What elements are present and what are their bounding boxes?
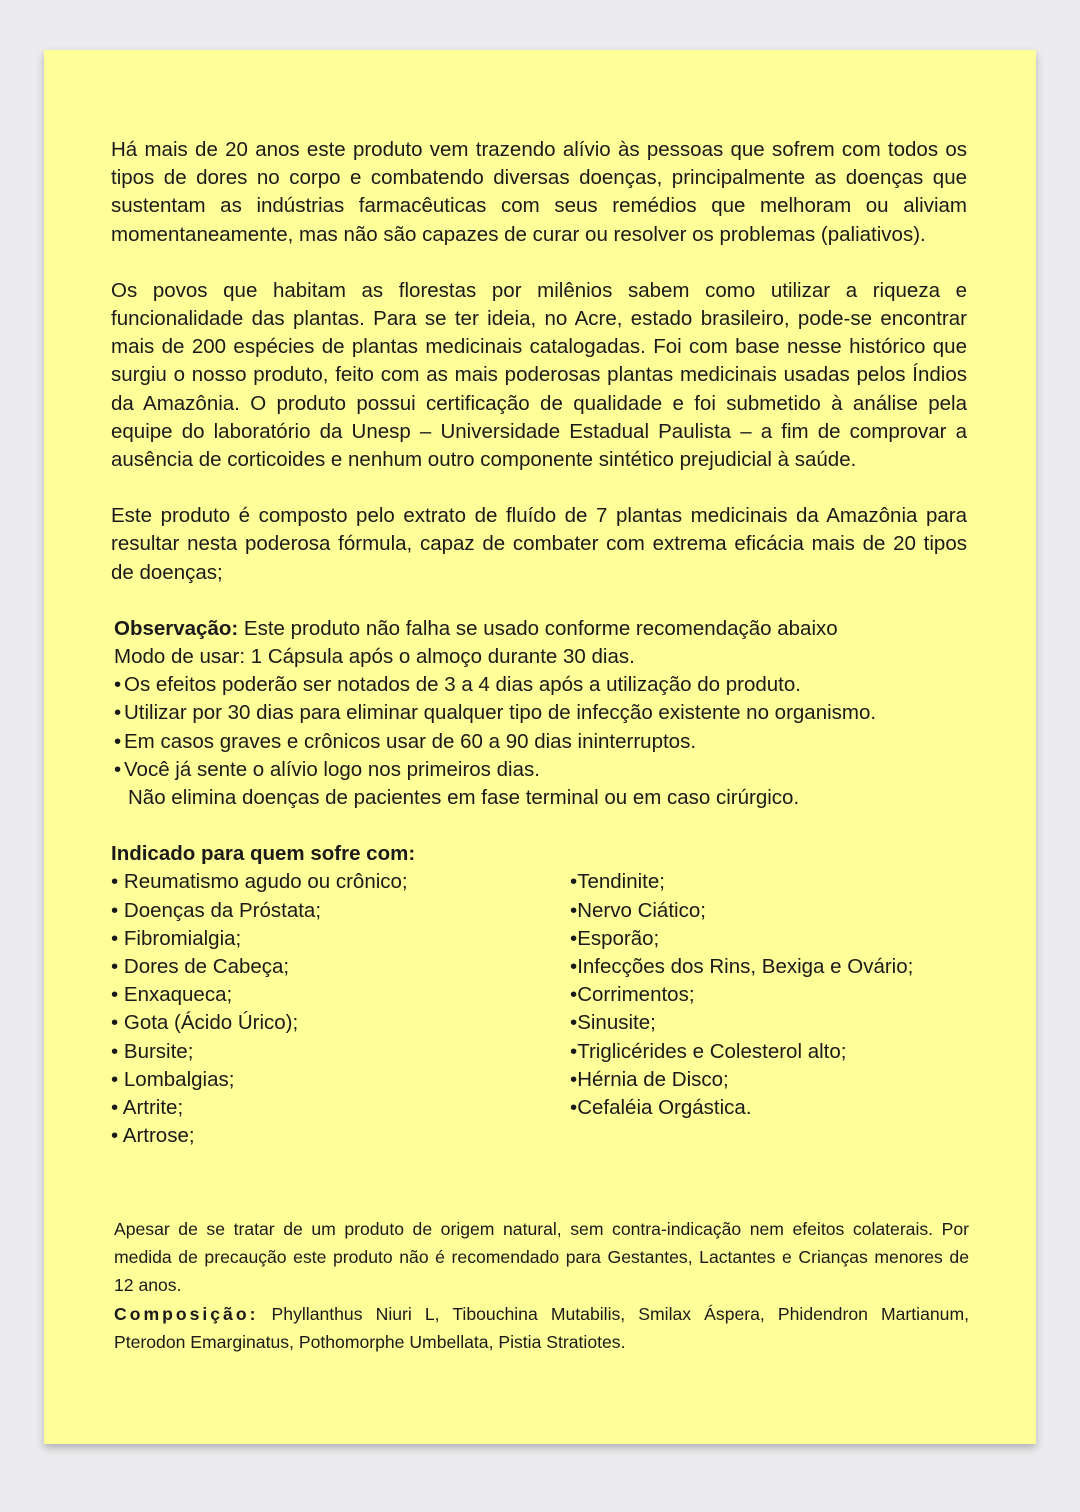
observation-bullet: • Os efeitos poderão ser notados de 3 a 4 dias após a utilização do produto. <box>114 673 801 697</box>
list-item: •Nervo Ciático; <box>570 898 706 922</box>
list-item: •Corrimentos; <box>570 983 695 1007</box>
list-item: • Lombalgias; <box>111 1067 235 1091</box>
document-page <box>44 50 1036 1444</box>
list-item: • Gota (Ácido Úrico); <box>111 1011 299 1035</box>
list-item: • Artrite; <box>111 1096 184 1120</box>
warning-text: Apesar de se tratar de um produto de origem natural, sem contra-indicação nem efeitos colaterais. Por medida de precaução este produto não é recomendado para Gestantes, Lactantes e Crianças menores de 12 anos. <box>114 1219 969 1296</box>
list-item: •Triglicérides e Colesterol alto; <box>570 1039 847 1063</box>
indications-right-column <box>570 868 971 1150</box>
list-item: • Reumatismo agudo ou crônico; <box>111 870 408 894</box>
indications-left-column <box>111 868 570 1150</box>
list-item: • Fibromialgia; <box>111 926 242 950</box>
list-item: • Dores de Cabeça; <box>111 955 290 979</box>
list-item: • Doenças da Próstata; <box>111 898 322 922</box>
indications-title: Indicado para quem sofre com: <box>111 842 416 866</box>
observation-bullet: • Você já sente o alívio logo nos primeiros dias. <box>114 757 540 781</box>
list-item: • Bursite; <box>111 1039 194 1063</box>
list-item: •Hérnia de Disco; <box>570 1067 729 1091</box>
composition-label: Composição: <box>114 1303 259 1324</box>
list-item: •Tendinite; <box>570 870 665 894</box>
document-body <box>111 136 967 1151</box>
list-item: •Esporão; <box>570 926 660 950</box>
history-paragraph: Os povos que habitam as florestas por milênios sabem como utilizar a riqueza e funcionalidade das plantas. Para se ter ideia, no Acre, estado brasileiro, pode-se encontrar mais de 200 espécies de plantas medicinais catalogadas. Foi com base nesse histórico que surgiu o nosso produto, feito com as mais poderosas plantas medicinais usadas pelos Índios da Amazônia. O produto possui certificação de qualidade e foi submetido à análise pela equipe do laboratório da Unesp – Universidade Estadual Paulista – a fim de comprovar a ausência de corticoides e nenhum outro componente sintético prejudicial à saúde. <box>111 278 967 472</box>
observation-section <box>111 615 967 812</box>
list-item: •Cefaléia Orgástica. <box>570 1096 752 1120</box>
composition-paragraph: Este produto é composto pelo extrato de fluído de 7 plantas medicinais da Amazônia para resultar nesta poderosa fórmula, capaz de combater com extrema eficácia mais de 20 tipos de doenças; <box>111 504 967 584</box>
observation-bullet: • Utilizar por 30 dias para eliminar qualquer tipo de infecção existente no organismo. <box>114 701 877 725</box>
footer-section <box>114 1215 969 1356</box>
list-item: •Sinusite; <box>570 1011 656 1035</box>
composition-list <box>114 1300 969 1356</box>
list-item: • Artrose; <box>111 1124 195 1148</box>
observation-bullet: • Em casos graves e crônicos usar de 60 a 90 dias ininterruptos. <box>114 729 697 753</box>
indications-list <box>111 868 971 1150</box>
composition-text: Phyllanthus Niuri L, Tibouchina Mutabilis, Smilax Áspera, Phidendron Martianum, Pterodon Emarginatus, Pothomorphe Umbellata, Pistia Stratiotes. <box>114 1303 969 1352</box>
list-item: • Enxaqueca; <box>111 983 233 1007</box>
intro-paragraph: Há mais de 20 anos este produto vem trazendo alívio às pessoas que sofrem com todos os tipos de dores no corpo e combatendo diversas doenças, principalmente as doenças que sustentam as indústrias farmacêuticas com seus remédios que melhoram ou aliviam momentaneamente, mas não são capazes de curar ou resolver os problemas (paliativos). <box>111 138 967 246</box>
observation-text: Este produto não falha se usado conforme recomendação abaixo <box>238 616 838 640</box>
usage-instructions: Modo de usar: 1 Cápsula após o almoço durante 30 dias. <box>114 645 635 669</box>
observation-note: Não elimina doenças de pacientes em fase terminal ou em caso cirúrgico. <box>128 786 800 810</box>
observation-label: Observação: <box>114 616 239 640</box>
list-item: •Infecções dos Rins, Bexiga e Ovário; <box>570 955 914 979</box>
